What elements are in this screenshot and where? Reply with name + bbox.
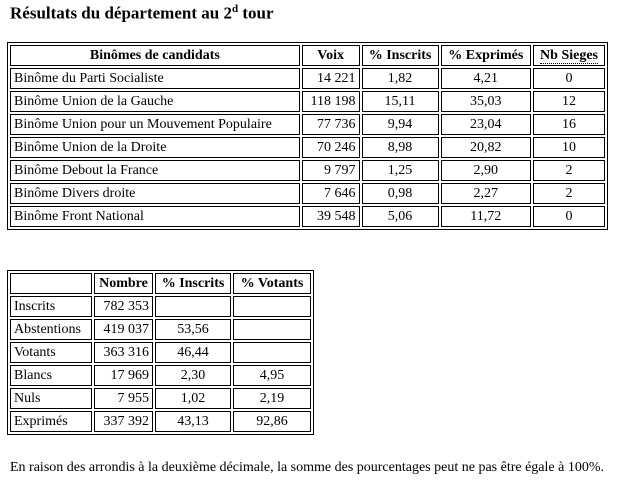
voix-cell: 9 797 <box>302 160 360 181</box>
header-nombre: Nombre <box>94 273 153 294</box>
pct-votants-cell: 4,95 <box>233 365 311 386</box>
rounding-note: En raison des arrondis à la deuxième décimale, la somme des pourcentages peut ne pas être égale à 100%. <box>10 460 604 475</box>
results-row <box>10 137 605 158</box>
participation-table <box>7 270 314 435</box>
page-title <box>10 3 274 24</box>
pct-inscrits-cell: 2,30 <box>155 365 231 386</box>
pct-exprimes-cell: 23,04 <box>441 114 532 135</box>
label-cell: Votants <box>10 342 92 363</box>
sieges-cell: 10 <box>533 137 605 158</box>
header-pct-votants: % Votants <box>233 273 311 294</box>
nombre-cell: 363 316 <box>94 342 153 363</box>
results-row <box>10 114 605 135</box>
header-pct-exprimes: % Exprimés <box>441 45 532 66</box>
pct-inscrits-cell: 15,11 <box>362 91 439 112</box>
participation-row <box>10 411 311 432</box>
pct-inscrits-cell: 1,02 <box>155 388 231 409</box>
sieges-cell: 12 <box>533 91 605 112</box>
voix-cell: 70 246 <box>302 137 360 158</box>
pct-exprimes-cell: 2,90 <box>441 160 532 181</box>
voix-cell: 118 198 <box>302 91 360 112</box>
participation-header-row <box>10 273 311 294</box>
candidate-cell: Binôme Front National <box>10 206 300 227</box>
label-cell: Exprimés <box>10 411 92 432</box>
title-superscript: d <box>231 3 239 15</box>
results-row <box>10 160 605 181</box>
pct-inscrits-cell <box>155 296 231 317</box>
label-cell: Inscrits <box>10 296 92 317</box>
voix-cell: 7 646 <box>302 183 360 204</box>
nombre-cell: 17 969 <box>94 365 153 386</box>
header-pct-inscrits: % Inscrits <box>155 273 231 294</box>
title-text: Résultats du département au 2 <box>10 3 232 23</box>
voix-cell: 39 548 <box>302 206 360 227</box>
pct-inscrits-cell: 46,44 <box>155 342 231 363</box>
pct-inscrits-cell: 1,25 <box>362 160 439 181</box>
pct-exprimes-cell: 11,72 <box>441 206 532 227</box>
nombre-cell: 782 353 <box>94 296 153 317</box>
header-blank <box>10 273 92 294</box>
header-nb-sieges <box>533 45 605 66</box>
voix-cell: 77 736 <box>302 114 360 135</box>
pct-exprimes-cell: 35,03 <box>441 91 532 112</box>
label-cell: Nuls <box>10 388 92 409</box>
pct-inscrits-cell: 9,94 <box>362 114 439 135</box>
pct-exprimes-cell: 4,21 <box>441 68 532 89</box>
title-tail: tour <box>238 3 274 23</box>
participation-row <box>10 388 311 409</box>
header-pct-inscrits: % Inscrits <box>362 45 439 66</box>
candidate-cell: Binôme Union de la Droite <box>10 137 300 158</box>
participation-row <box>10 342 311 363</box>
candidate-cell: Binôme Union pour un Mouvement Populaire <box>10 114 300 135</box>
sieges-cell: 2 <box>533 160 605 181</box>
sieges-cell: 16 <box>533 114 605 135</box>
sieges-cell: 0 <box>533 68 605 89</box>
pct-inscrits-cell: 0,98 <box>362 183 439 204</box>
label-cell: Abstentions <box>10 319 92 340</box>
results-row <box>10 206 605 227</box>
sieges-cell: 2 <box>533 183 605 204</box>
pct-exprimes-cell: 20,82 <box>441 137 532 158</box>
sieges-cell: 0 <box>533 206 605 227</box>
header-candidates: Binômes de candidats <box>10 45 300 66</box>
voix-cell: 14 221 <box>302 68 360 89</box>
candidate-cell: Binôme Debout la France <box>10 160 300 181</box>
participation-row <box>10 319 311 340</box>
candidate-cell: Binôme du Parti Socialiste <box>10 68 300 89</box>
results-row <box>10 183 605 204</box>
pct-votants-cell <box>233 296 311 317</box>
pct-votants-cell: 2,19 <box>233 388 311 409</box>
candidate-cell: Binôme Divers droite <box>10 183 300 204</box>
results-header-row <box>10 45 605 66</box>
participation-row <box>10 365 311 386</box>
pct-inscrits-cell: 5,06 <box>362 206 439 227</box>
candidate-cell: Binôme Union de la Gauche <box>10 91 300 112</box>
results-row <box>10 91 605 112</box>
header-nb-sieges-label: Nb Sieges <box>540 47 598 63</box>
pct-inscrits-cell: 43,13 <box>155 411 231 432</box>
header-voix: Voix <box>302 45 360 66</box>
nombre-cell: 419 037 <box>94 319 153 340</box>
pct-exprimes-cell: 2,27 <box>441 183 532 204</box>
pct-inscrits-cell: 1,82 <box>362 68 439 89</box>
pct-votants-cell <box>233 319 311 340</box>
pct-inscrits-cell: 8,98 <box>362 137 439 158</box>
results-table <box>7 42 608 230</box>
participation-row <box>10 296 311 317</box>
pct-votants-cell: 92,86 <box>233 411 311 432</box>
pct-votants-cell <box>233 342 311 363</box>
pct-inscrits-cell: 53,56 <box>155 319 231 340</box>
nombre-cell: 7 955 <box>94 388 153 409</box>
results-row <box>10 68 605 89</box>
nombre-cell: 337 392 <box>94 411 153 432</box>
label-cell: Blancs <box>10 365 92 386</box>
